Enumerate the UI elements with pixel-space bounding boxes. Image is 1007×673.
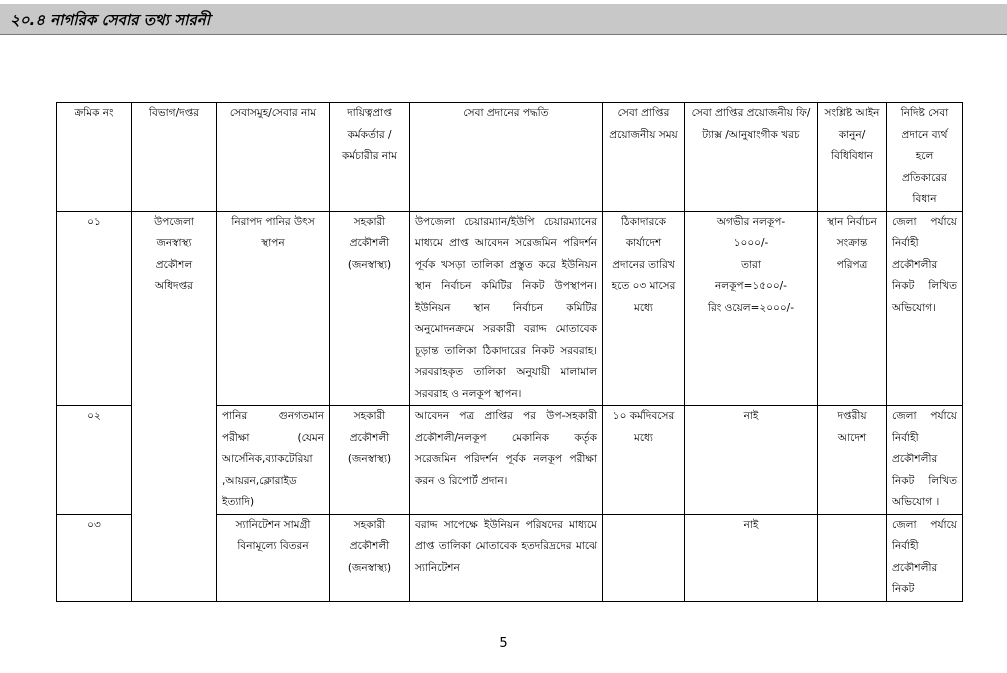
service-cell: নিরাপদ পানির উৎস স্থাপন xyxy=(217,211,330,406)
time-cell: ১০ কর্মদিবসের মধ্যে xyxy=(603,406,685,515)
law-cell: স্থান নির্বাচন সংক্রান্ত পরিপত্র xyxy=(818,211,887,406)
table-row xyxy=(57,514,963,601)
service-cell: পানির গুনগতমান পরীক্ষা (যেমন আর্সেনিক,ব্যাকটেরিয়া ,আয়রন,ক্লোরাইড ইত্যাদি) xyxy=(217,406,330,515)
table-row xyxy=(57,406,963,515)
fee-cell: নাই xyxy=(685,514,818,601)
header-department: বিভাগ/দপ্তর xyxy=(132,103,217,212)
department-cell-empty xyxy=(132,514,217,601)
serial-cell: ০১ xyxy=(57,211,132,406)
serial-cell: ০২ xyxy=(57,406,132,515)
method-cell: আবেদন পত্র প্রাপ্তির পর উপ-সহকারী প্রকৌশলী/নলকূপ মেকানিক কর্তৃক সরেজমিন পরিদর্শন পূর্বক নলকূপ পরীক্ষা করন ও রিপোর্ট প্রদান। xyxy=(410,406,603,515)
department-cell: উপজেলা জনস্বাস্থ্য প্রকৌশল অধিদপ্তর xyxy=(132,211,217,406)
officer-cell: সহকারী প্রকৌশলী (জনস্বাস্থ্য) xyxy=(330,406,410,515)
serial-cell: ০৩ xyxy=(57,514,132,601)
fee-line: অগভীর নলকূপ- xyxy=(716,215,786,228)
header-law: সংশ্লিষ্ট আইন কানুন/ বিধিবিধান xyxy=(818,103,887,212)
fee-line: রিং ওয়েল=২০০০/- xyxy=(707,301,795,314)
method-cell: উপজেলা চেয়ারম্যান/ইউপি চেয়ারম্যানের মাধ্যমে প্রাপ্ত আবেদন সরেজমিন পরিদর্শন পূর্বক খসড়া তালিকা প্রস্তুত করে ইউনিয়ন স্থান নির্বাচন কমিটির নিকট উপস্থাপন। ইউনিয়ন স্থান নির্বাচন কমিটির অনুমোদনক্রমে সরকারী বরাদ্দ মোতাবেক চূড়ান্ত তালিকা ঠিকাদারের নিকট সরবরাহ। সরবরাহকৃত তালিকা অনুযায়ী মালামাল সরবরাহ ও নলকূপ স্থাপন। xyxy=(410,211,603,406)
header-service: সেবাসমুহ/সেবার নাম xyxy=(217,103,330,212)
service-cell: স্যানিটেশন সামগ্রী বিনামূল্যে বিতরন xyxy=(217,514,330,601)
law-cell xyxy=(818,514,887,601)
table-header-row xyxy=(57,103,963,212)
section-header-bar xyxy=(0,4,1007,35)
law-cell: দপ্তরীয় আদেশ xyxy=(818,406,887,515)
remedy-cell: জেলা পর্যায়ে নির্বাহী প্রকৌশলীর নিকট xyxy=(887,514,963,601)
method-cell: বরাদ্দ সাপেক্ষে ইউনিয়ন পরিষদের মাধ্যমে প্রাপ্ত তালিকা মোতাবেক হতদরিদ্রদের মাঝে স্যানিটেশন xyxy=(410,514,603,601)
fee-line: ১০০০/- xyxy=(733,237,769,249)
department-cell-empty xyxy=(132,406,217,515)
fee-cell xyxy=(685,211,818,406)
header-method: সেবা প্রদানের পদ্ধতি xyxy=(410,103,603,212)
fee-cell: নাই xyxy=(685,406,818,515)
fee-line: তারা xyxy=(741,258,761,271)
table-row xyxy=(57,211,963,406)
remedy-cell: জেলা পর্যায়ে নির্বাহী প্রকৌশলীর নিকট লিখিত অভিযোগ। xyxy=(887,211,963,406)
officer-cell: সহকারী প্রকৌশলী (জনস্বাস্থ্য) xyxy=(330,211,410,406)
header-time: সেবা প্রাপ্তির প্রয়োজনীয় সময় xyxy=(603,103,685,212)
fee-line: নলকূপ=১৫০০/- xyxy=(715,280,787,292)
page-number: 5 xyxy=(499,636,508,651)
time-cell xyxy=(603,514,685,601)
header-serial: ক্রমিক নং xyxy=(57,103,132,212)
time-cell: ঠিকাদারকে কার্যাদেশ প্রদানের তারিখ হতে ০৩ মাসের মধ্যে xyxy=(603,211,685,406)
header-fee: সেবা প্রাপ্তির প্রয়োজনীয় ফি/ট্যাক্স /আনুষাংগীক খরচ xyxy=(685,103,818,212)
section-title: ২০.৪ নাগরিক সেবার তথ্য সারনী xyxy=(10,11,211,29)
officer-cell: সহকারী প্রকৌশলী (জনস্বাস্থ্য) xyxy=(330,514,410,601)
citizen-service-table xyxy=(56,102,963,602)
header-officer: দায়িত্বপ্রাপ্ত কর্মকর্তার /কর্মচারীর নাম xyxy=(330,103,410,212)
header-remedy: নিদিষ্ট সেবা প্রদানে ব্যর্থ হলে প্রতিকারের বিধান xyxy=(887,103,963,212)
remedy-cell: জেলা পর্যায়ে নির্বাহী প্রকৌশলীর নিকট লিখিত অভিযোগ । xyxy=(887,406,963,515)
